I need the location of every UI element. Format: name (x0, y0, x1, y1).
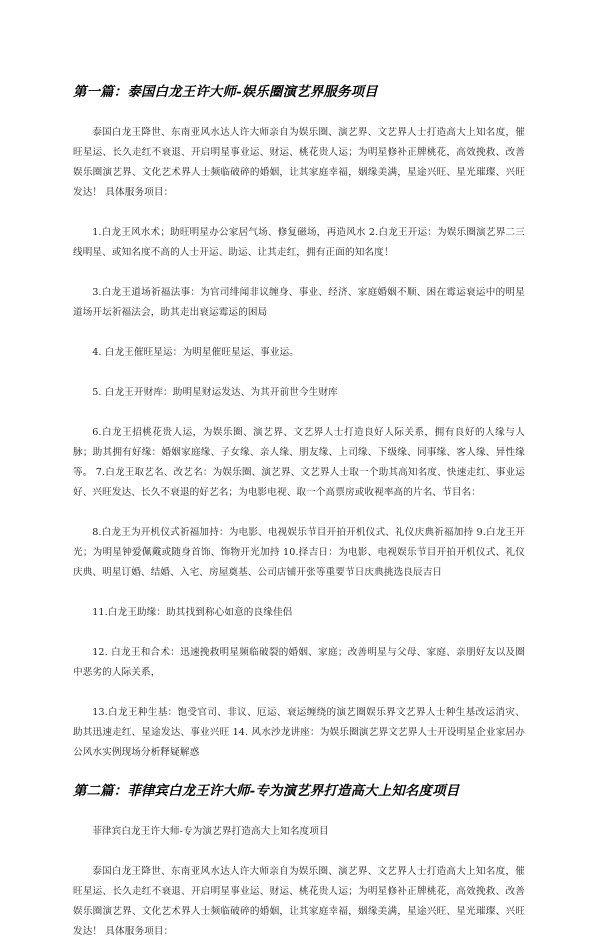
spacer (73, 623, 525, 643)
service-item: 4. 白龙王催旺星运：为明星催旺星运、事业运。 (92, 347, 300, 359)
service-item: 5. 白龙王开财库：助明星财运发达、为其开前世今生财库 (92, 387, 338, 399)
spacer (73, 503, 525, 523)
service-item: 13.白龙王种生基：饱受官司、非议、厄运、衰运缠绕的演艺圈娱乐界文艺界人士种生基改运消灾、助其迅速走红、星途发达、事业兴旺 14. 风水沙龙讲座：为娱乐圈演艺界文艺界人士开设明星企业家居办公风水实例现场分析释疑解惑 (73, 707, 525, 759)
service-item: 11.白龙王助缘：助其找到称心如意的良缘佳侣 (92, 607, 293, 619)
section-two-intro-paragraph: 泰国白龙王降世、东南亚风水达人许大师亲自为娱乐圈、演艺界、文艺界人士打造高大上知名度，催旺星运、长久走红不衰退、开启明星事业运、财运、桃花贵人运；为明星修补正牌桃花，高效挽救、改善娱乐圈演艺界、文化艺术界人士频临破碎的婚姻，让其家庭幸福，姻缘美满，星途兴旺、星光璀璨、兴旺发达！ 具体服务项目： (73, 866, 525, 938)
spacer (73, 583, 525, 603)
service-item: 12. 白龙王和合术：迅速挽救明星频临破裂的婚姻、家庭；改善明星与父母、家庭、亲朋好友以及圈中恶劣的人际关系， (73, 647, 525, 679)
spacer (73, 683, 525, 703)
service-item: 1.白龙王风水术；助旺明星办公家居气场、修复磁场，再造风水 2.白龙王开运：为娱乐圈演艺界二三线明星、或知名度不高的人士开运、助运、让其走红，拥有正面的知名度！ (73, 227, 525, 259)
section-one-heading-block (73, 0, 525, 101)
spacer (73, 842, 525, 862)
document-content (73, 0, 525, 942)
spacer (73, 323, 525, 343)
spacer (73, 203, 525, 223)
section-one-intro-paragraph: 泰国白龙王降世、东南亚风水达人许大师亲自为娱乐圈、演艺界、文艺界人士打造高大上知名度，催旺星运、长久走红不衰退、开启明星事业运、财运、桃花贵人运；为明星修补正牌桃花，高效挽救、改善娱乐圈演艺界、文化艺术界人士频临破碎的婚姻，让其家庭幸福，姻缘美满，星途兴旺、星光璀璨、兴旺发达！ 具体服务项目： (73, 127, 525, 199)
section-two-heading: 第二篇：菲律宾白龙王许大师-专为演艺界打造高大上知名度项目 (73, 783, 460, 800)
spacer (73, 363, 525, 383)
section-two-subtitle: 菲律宾白龙王许大师-专为演艺界打造高大上知名度项目 (92, 826, 329, 838)
spacer (73, 403, 525, 423)
service-item: 3.白龙王道场祈福法事：为官司绯闻非议缠身、事业、经济、家庭婚姻不顺、困在霉运衰运中的明星道场开坛祈福法会，助其走出衰运霉运的困局 (73, 287, 525, 319)
spacer (73, 263, 525, 283)
spacer (73, 800, 525, 822)
section-two-heading-block (73, 763, 525, 800)
service-item: 8.白龙王为开机仪式祈福加持：为电影、电视娱乐节目开拍开机仪式、礼仪庆典祈福加持 9.白龙王开光；为明星钟爱佩戴或随身首饰、饰物开光加持 10.择吉日：为电影、电视娱乐节目开拍开机仪式、礼仪庆典、明星订婚、结婚、入宅、房屋奠基、公司店铺开张等重要节日庆典挑选良辰吉日 (73, 527, 525, 579)
service-item: 6.白龙王招桃花贵人运，为娱乐圈、演艺界、文艺界人士打造良好人际关系，拥有良好的人缘与人脉；助其拥有好缘：婚姻家庭缘、子女缘、亲人缘、朋友缘、上司缘、下级缘、同事缘、客人缘、异性缘等。 7.白龙王取艺名、改艺名：为娱乐圈、演艺界、文艺界人士取一个助其高知名度、快速走红、事业运好、兴旺发达、长久不衰退的好艺名；为电影电视、取一个高票房或收视率高的片名、节目名： (73, 427, 525, 499)
section-one-heading: 第一篇：泰国白龙王许大师-娱乐圈演艺界服务项目 (73, 84, 378, 100)
spacer (73, 101, 525, 123)
